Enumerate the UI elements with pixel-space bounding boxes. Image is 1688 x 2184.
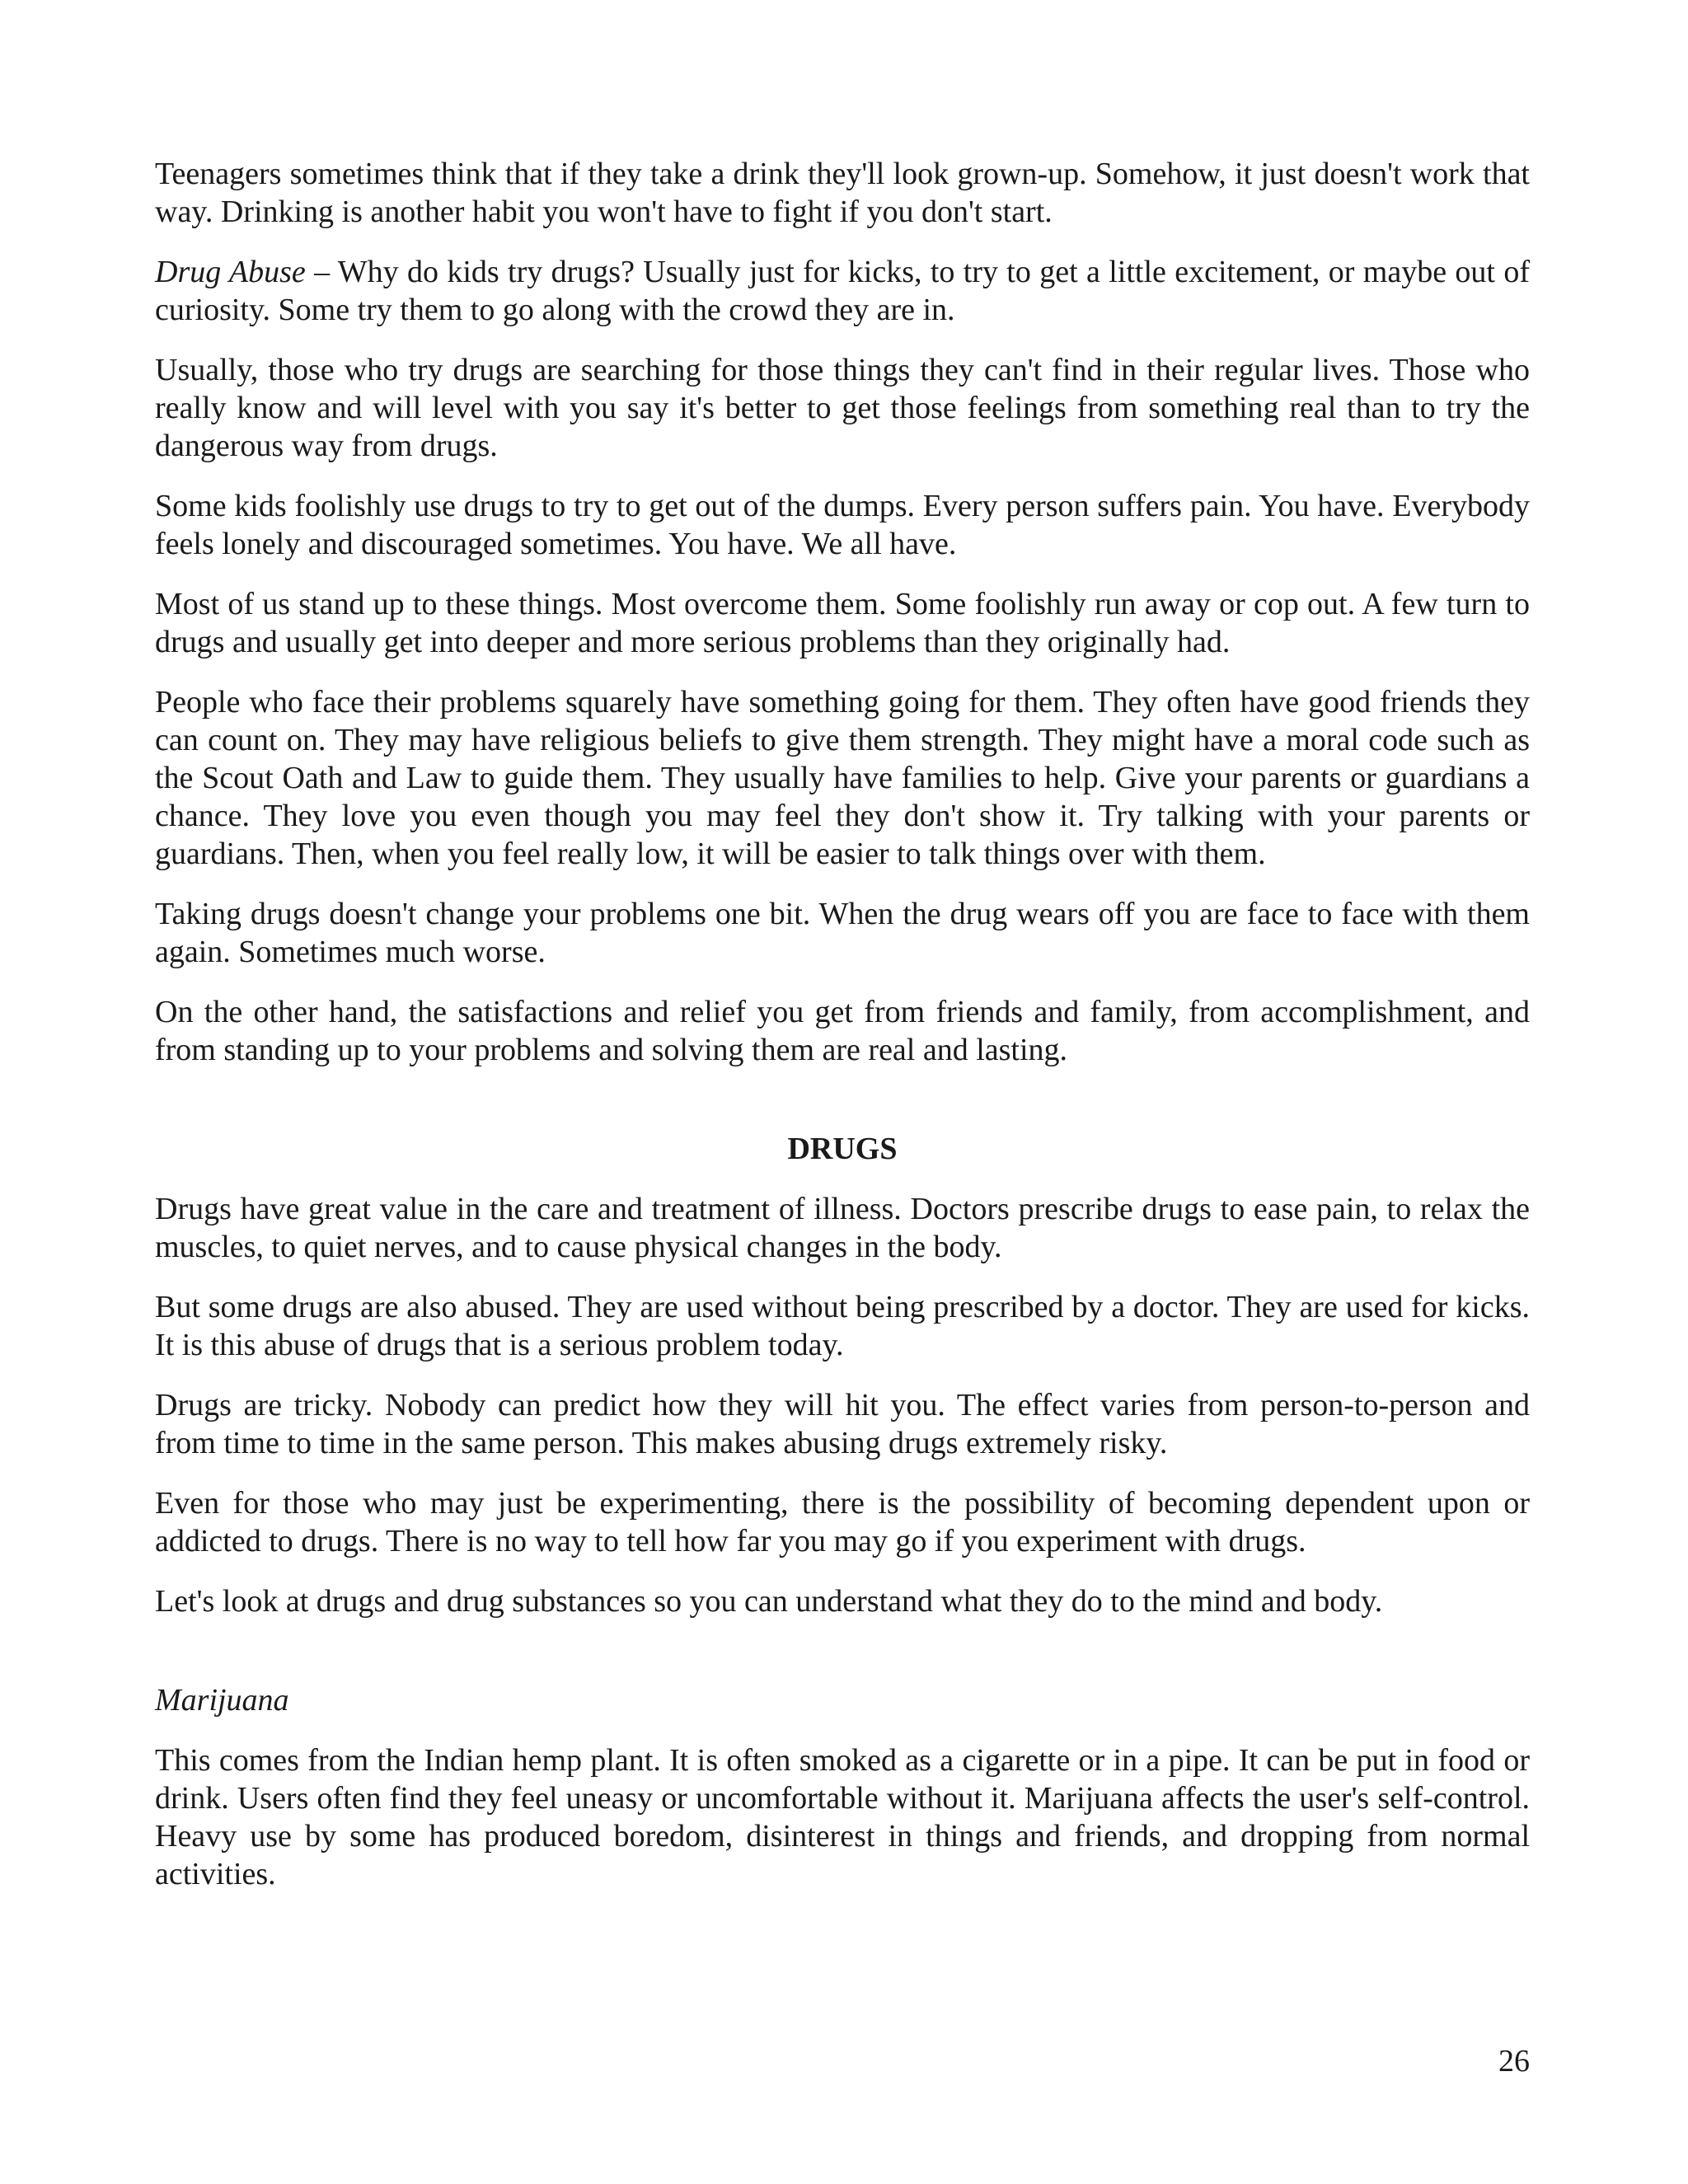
- section-heading-drugs: DRUGS: [787, 1132, 898, 1166]
- paragraph: Teenagers sometimes think that if they take a drink they'll look grown-up. Somehow, it just doesn't work that way. Drinking is another habit you won't have to fight if you don't start.: [155, 157, 1530, 229]
- paragraph-drug-abuse: [155, 253, 1530, 329]
- inline-heading-drug-abuse: Drug Abuse: [155, 255, 306, 289]
- paragraph-text: – Why do kids try drugs? Usually just for kicks, to try to get a little excitement, or maybe out of curiosity. Some try them to go along with the crowd they are in.: [155, 255, 1530, 327]
- paragraph: But some drugs are also abused. They are used without being prescribed by a doctor. They are used for kicks. It is this abuse of drugs that is a serious problem today.: [155, 1290, 1530, 1362]
- paragraph: Taking drugs doesn't change your problems one bit. When the drug wears off you are face to face with them again. Sometimes much worse.: [155, 897, 1530, 969]
- paragraph: Even for those who may just be experimenting, there is the possibility of becoming dependent upon or addicted to drugs. There is no way to tell how far you may go if you experiment with drugs.: [155, 1486, 1530, 1558]
- paragraph: Drugs have great value in the care and treatment of illness. Doctors prescribe drugs to ease pain, to relax the muscles, to quiet nerves, and to cause physical changes in the body.: [155, 1192, 1530, 1264]
- paragraph: Let's look at drugs and drug substances so you can understand what they do to the mind and body.: [155, 1584, 1383, 1619]
- page-content: [155, 155, 1530, 1915]
- paragraph: People who face their problems squarely have something going for them. They often have good friends they can count on. They may have religious beliefs to give them strength. They might have a moral code such as the Scout Oath and Law to guide them. They usually have families to help. Give your parents or guardians a chance. They love you even though you may feel they don't show it. Try talking with your parents or guardians. Then, when you feel really low, it will be easier to talk things over with them.: [155, 685, 1530, 871]
- subheading-marijuana: Marijuana: [155, 1683, 289, 1718]
- paragraph: On the other hand, the satisfactions and relief you get from friends and family, from accomplishment, and from standing up to your problems and solving them are real and lasting.: [155, 995, 1530, 1067]
- paragraph: Some kids foolishly use drugs to try to get out of the dumps. Every person suffers pain. You have. Everybody feels lonely and discouraged sometimes. You have. We all have.: [155, 489, 1530, 561]
- paragraph: Usually, those who try drugs are searching for those things they can't find in their regular lives. Those who really know and will level with you say it's better to get those feelings from something real than to try the dangerous way from drugs.: [155, 353, 1530, 463]
- page-number: 26: [1498, 2044, 1530, 2079]
- paragraph: Drugs are tricky. Nobody can predict how they will hit you. The effect varies from person-to-person and from time to time in the same person. This makes abusing drugs extremely risky.: [155, 1388, 1530, 1460]
- paragraph: Most of us stand up to these things. Most overcome them. Some foolishly run away or cop out. A few turn to drugs and usually get into deeper and more serious problems than they originally had.: [155, 587, 1530, 659]
- paragraph: This comes from the Indian hemp plant. It is often smoked as a cigarette or in a pipe. It can be put in food or drink. Users often find they feel uneasy or uncomfortable without it. Marijuana affects the user's self-control. Heavy use by some has produced boredom, disinterest in things and friends, and dropping from normal activities.: [155, 1743, 1530, 1891]
